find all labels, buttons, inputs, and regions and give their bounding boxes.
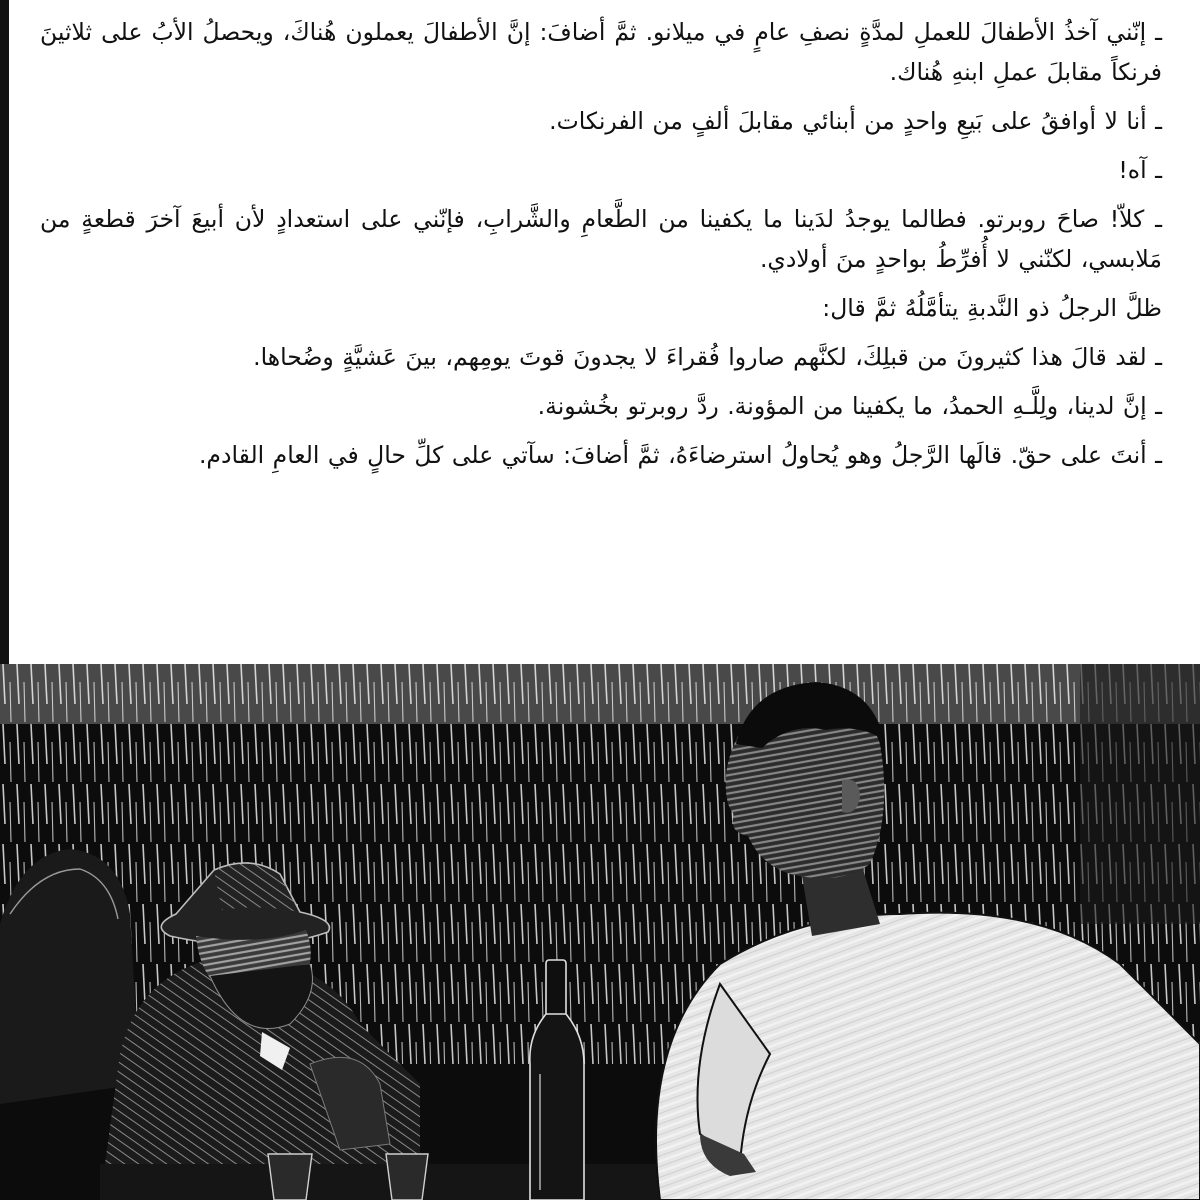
glass-left	[268, 1154, 312, 1200]
paragraph-3: ـ آه!	[1118, 156, 1162, 184]
paragraph-2: ـ أنا لا أوافقُ على بَيعِ واحدٍ من أبنائي مقابلَ ألفٍ من الفرنكات.	[549, 107, 1162, 135]
paragraph-5: ظلَّ الرجلُ ذو النَّدبةِ يتأمَّلُهُ ثمَّ قال:	[822, 294, 1162, 322]
engraving-svg	[0, 664, 1200, 1200]
right-shadow	[1080, 664, 1200, 924]
engraving-illustration	[0, 664, 1200, 1200]
upper-light-band	[0, 664, 1200, 724]
story-text-column	[40, 12, 1162, 484]
paragraph-8: ـ أنتَ على حقّ. قالَها الرَّجلُ وهو يُحاولُ استرضاءَهُ، ثمَّ أضافَ: سآتي على كلِّ حالٍ في العامِ القادم.	[198, 441, 1162, 469]
paragraph-4: ـ كلاّ! صاحَ روبرتو. فطالما يوجدُ لدَينا ما يكفينا من الطَّعامِ والشَّرابِ، فإنّني على استعدادٍ لأن أبيعَ آخرَ قطعةٍ من مَلابسي، لكنّني لا أُفرِّطُ بواحدٍ منَ أولادي.	[40, 205, 1162, 273]
paragraph-6: ـ لقد قالَ هذا كثيرونَ من قبلِكَ، لكنَّهم صاروا فُقراءَ لا يجدونَ قوتَ يومِهم، بينَ عَشيَّةٍ وضُحاها.	[253, 343, 1162, 371]
glass-right	[386, 1154, 428, 1200]
paragraph-1: ـ إنّني آخذُ الأطفالَ للعملِ لمدَّةٍ نصفِ عامٍ في ميلانو. ثمَّ أضافَ: إنَّ الأطفالَ يعملون هُناكَ، ويحصلُ الأبُ على ثلاثينَ فرنكاً مقابلَ عملِ ابنهِ هُناك.	[40, 18, 1162, 86]
page-edge-divider	[0, 0, 9, 664]
paragraph-7: ـ إنَّ لدينا، ولِلَّـهِ الحمدُ، ما يكفينا من المؤونة. ردَّ روبرتو بخُشونة.	[537, 392, 1162, 420]
